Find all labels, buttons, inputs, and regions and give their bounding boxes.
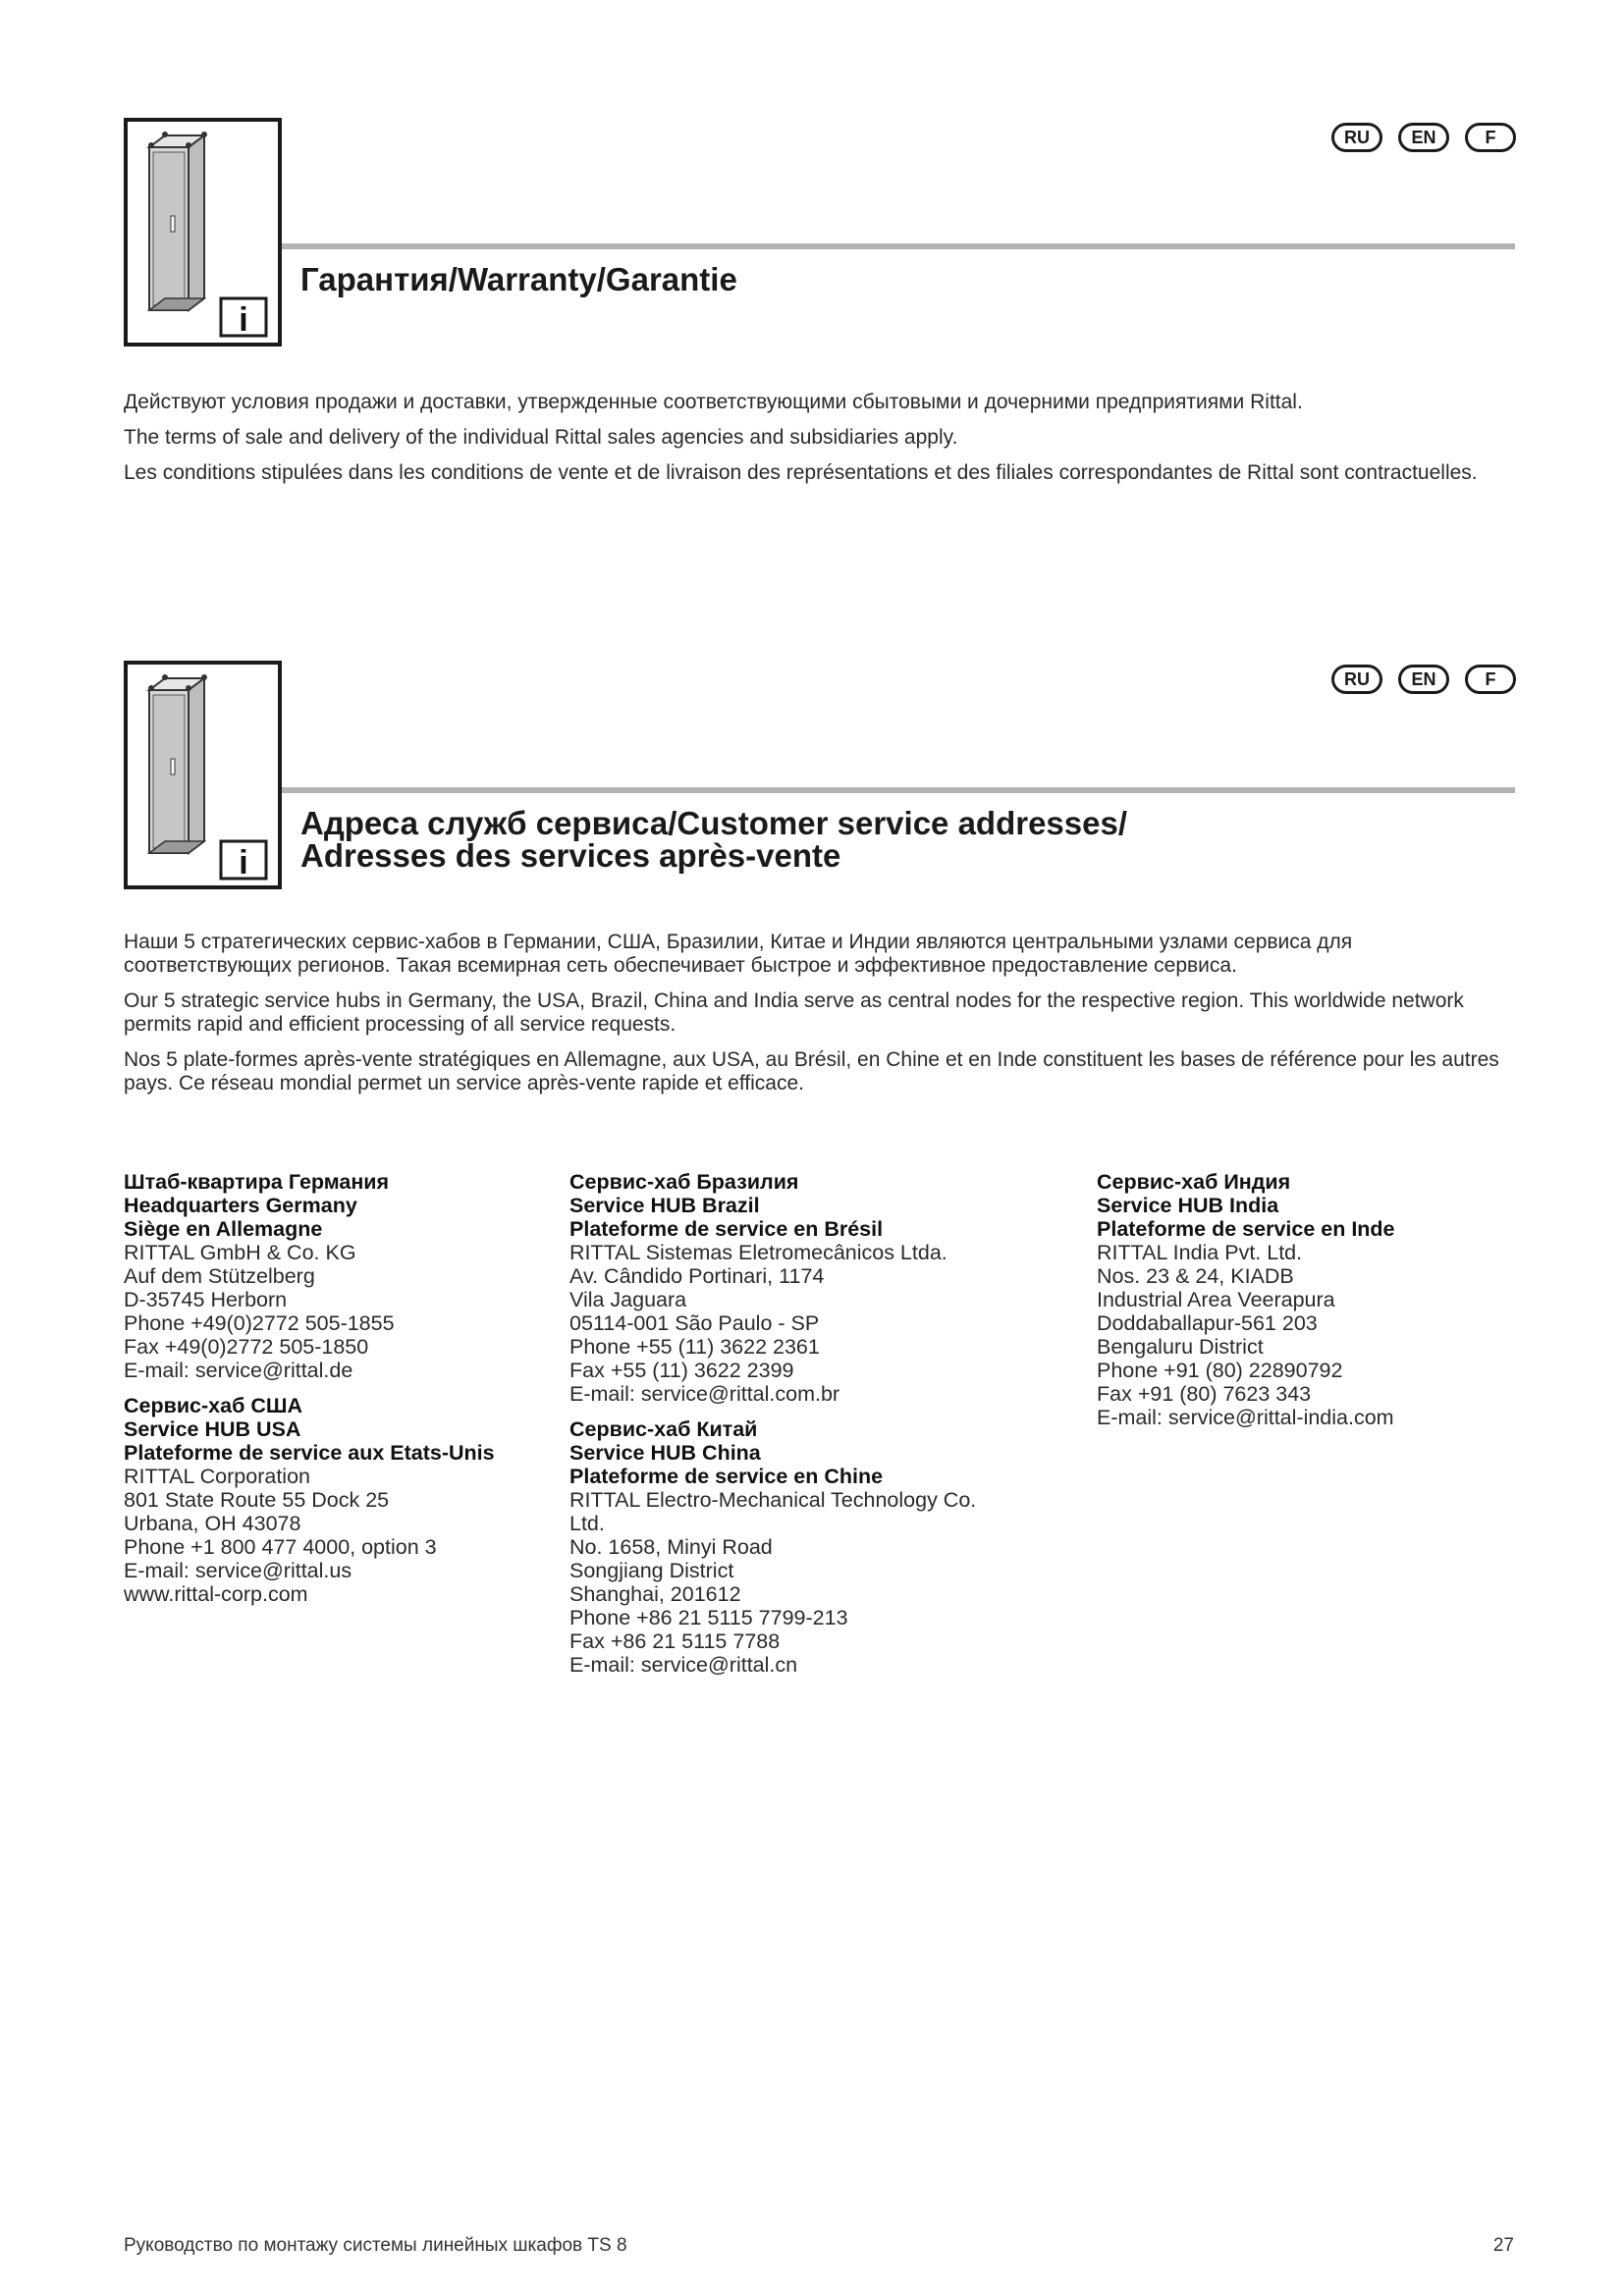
address-column-1 — [124, 1170, 495, 1618]
address-column-3 — [1097, 1170, 1395, 1441]
warranty-text-fr: Les conditions stipulées dans les conditions de vente et de livraison des représentations et des filiales correspondantes de Rittal sont contractuelles. — [124, 461, 1478, 484]
section-divider — [282, 243, 1515, 249]
warranty-heading: Гарантия/Warranty/Garantie — [300, 261, 737, 297]
email-link[interactable]: E-mail: service@rittal.com.br — [569, 1382, 840, 1406]
address-block-india: Сервис-хаб Индия Service HUB India Plateforme de service en Inde RITTAL India Pvt. Ltd. Nos. 23 & 24, KIADB Industrial Area Veerapura Doddaballapur-561 203 Bengaluru District Phone +91 (80) 22890792 Fax +91 (80) 7623 343 E-mail: service@rittal-india.com — [1097, 1170, 1395, 1429]
language-badges — [1331, 665, 1516, 694]
warranty-text-en: The terms of sale and delivery of the individual Rittal sales agencies and subsidiaries apply. — [124, 426, 958, 449]
svg-text:i: i — [239, 301, 248, 339]
address-block-usa: Сервис-хаб США Service HUB USA Plateforme de service aux Etats-Unis RITTAL Corporation 801 State Route 55 Dock 25 Urbana, OH 43078 Phone +1 800 477 4000, option 3 E-mail: service@rittal.us www.rittal-corp.com — [124, 1394, 495, 1606]
service-text-ru: Наши 5 стратегических сервис-хабов в Германии, США, Бразилии, Китае и Индии являются центральными узлами сервиса для соответствующих регионов. Такая всемирная сеть обеспечивает быстрое и эффективное предоставление сервиса. — [124, 931, 1353, 977]
email-link[interactable]: E-mail: service@rittal-india.com — [1097, 1406, 1394, 1429]
lang-badge-f: F — [1465, 123, 1516, 152]
svg-text:i: i — [239, 844, 248, 881]
email-link[interactable]: E-mail: service@rittal.cn — [569, 1653, 798, 1677]
enclosure-info-icon — [124, 661, 282, 889]
warranty-text-ru: Действуют условия продажи и доставки, утвержденные соответствующими сбытовыми и дочерними предприятиями Rittal. — [124, 391, 1303, 413]
address-block-germany: Штаб-квартира Германия Headquarters Germany Siège en Allemagne RITTAL GmbH & Co. KG Auf dem Stützelberg D-35745 Herborn Phone +49(0)2772 505-1855 Fax +49(0)2772 505-1850 E-mail: service@rittal.de — [124, 1170, 495, 1382]
lang-badge-f: F — [1465, 665, 1516, 694]
service-text-fr: Nos 5 plate-formes après-vente stratégiques en Allemagne, aux USA, au Brésil, en Chine et en Inde constituent les bases de référence pour les autres pays. Ce réseau mondial permet un service après-vente rapide et efficace. — [124, 1048, 1499, 1095]
address-block-brazil: Сервис-хаб Бразилия Service HUB Brazil Plateforme de service en Brésil RITTAL Sistemas Eletromecânicos Ltda. Av. Cândido Portinari, 1174 Vila Jaguara 05114-001 São Paulo - SP Phone +55 (11) 3622 2361 Fax +55 (11) 3622 2399 E-mail: service@rittal.com.br — [569, 1170, 976, 1406]
lang-badge-en: EN — [1398, 665, 1449, 694]
lang-badge-ru: RU — [1331, 123, 1382, 152]
website-link[interactable]: www.rittal-corp.com — [124, 1582, 308, 1606]
lang-badge-ru: RU — [1331, 665, 1382, 694]
email-link[interactable]: E-mail: service@rittal.de — [124, 1359, 353, 1382]
page-number: 27 — [1492, 2235, 1514, 2256]
enclosure-info-icon — [124, 118, 282, 347]
email-link[interactable]: E-mail: service@rittal.us — [124, 1559, 352, 1582]
service-text-en: Our 5 strategic service hubs in Germany, the USA, Brazil, China and India serve as central nodes for the respective region. This worldwide network permits rapid and efficient processing of all service requests. — [124, 989, 1464, 1036]
lang-badge-en: EN — [1398, 123, 1449, 152]
language-badges — [1331, 123, 1516, 152]
address-column-2 — [569, 1170, 976, 1688]
section-divider — [282, 787, 1515, 793]
service-addresses-heading: Адреса служб сервиса/Customer service addresses/ Adresses des services après-vente — [300, 805, 1128, 874]
address-block-china: Сервис-хаб Китай Service HUB China Plateforme de service en Chine RITTAL Electro-Mechanical Technology Co. Ltd. No. 1658, Minyi Road Songjiang District Shanghai, 201612 Phone +86 21 5115 7799-213 Fax +86 21 5115 7788 E-mail: service@rittal.cn — [569, 1417, 977, 1677]
footer-title: Руководство по монтажу системы линейных шкафов TS 8 — [124, 2235, 627, 2256]
